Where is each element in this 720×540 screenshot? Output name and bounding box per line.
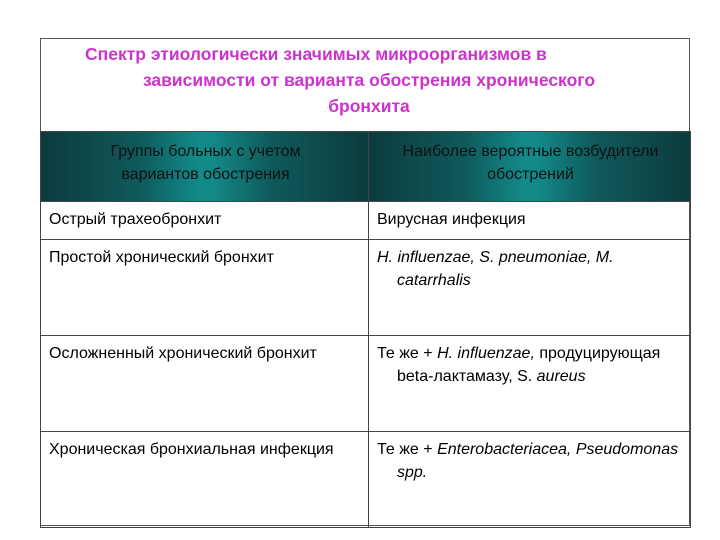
header-pathogens-line-1: Наиболее вероятные возбудители (402, 143, 659, 160)
row-pathogen-cell: Вирусная инфекция (369, 202, 691, 240)
header-pathogens (369, 132, 691, 202)
slide-title (41, 39, 689, 131)
title-line-3: бронхита (328, 96, 410, 116)
row-group-cell: Осложненный хронический бронхит (41, 336, 369, 432)
pathogen-table (40, 131, 691, 528)
pathogen-prefix: Те же + (377, 441, 438, 458)
header-groups (41, 132, 369, 202)
table-header-row (41, 132, 691, 202)
row-group-cell: Простой хронический бронхит (41, 240, 369, 336)
title-line-1: Спектр этиологически значимых микроорганизмов в (85, 44, 547, 64)
title-line-2: зависимости от варианта обострения хронического (142, 70, 596, 90)
row-pathogen-cell (369, 432, 691, 528)
header-groups-line-2: вариантов обострения (121, 166, 290, 183)
header-pathogens-line-2: обострений (487, 166, 574, 183)
pathogen-italic: Enterobacteriacea, Pseudomonas spp. (397, 441, 679, 481)
header-groups-line-1: Группы больных с учетом (110, 143, 301, 160)
table-row (41, 240, 691, 336)
pathogen-italic: H. influenzae, S. pneumoniae, M. catarrhalis (377, 249, 614, 289)
pathogen-italic-2: aureus (536, 368, 586, 385)
row-group-cell: Острый трахеобронхит (41, 202, 369, 240)
table-row (41, 336, 691, 432)
row-pathogen-cell (369, 336, 691, 432)
table-row (41, 432, 691, 528)
pathogen-middle: продуцирующая beta-лактамазу, S. (397, 345, 661, 385)
row-group-cell: Хроническая бронхиальная инфекция (41, 432, 369, 528)
row-pathogen-cell (369, 240, 691, 336)
pathogen-prefix: Те же + (377, 345, 438, 362)
pathogen-italic: H. influenzae, (437, 345, 535, 362)
table-row (41, 202, 691, 240)
